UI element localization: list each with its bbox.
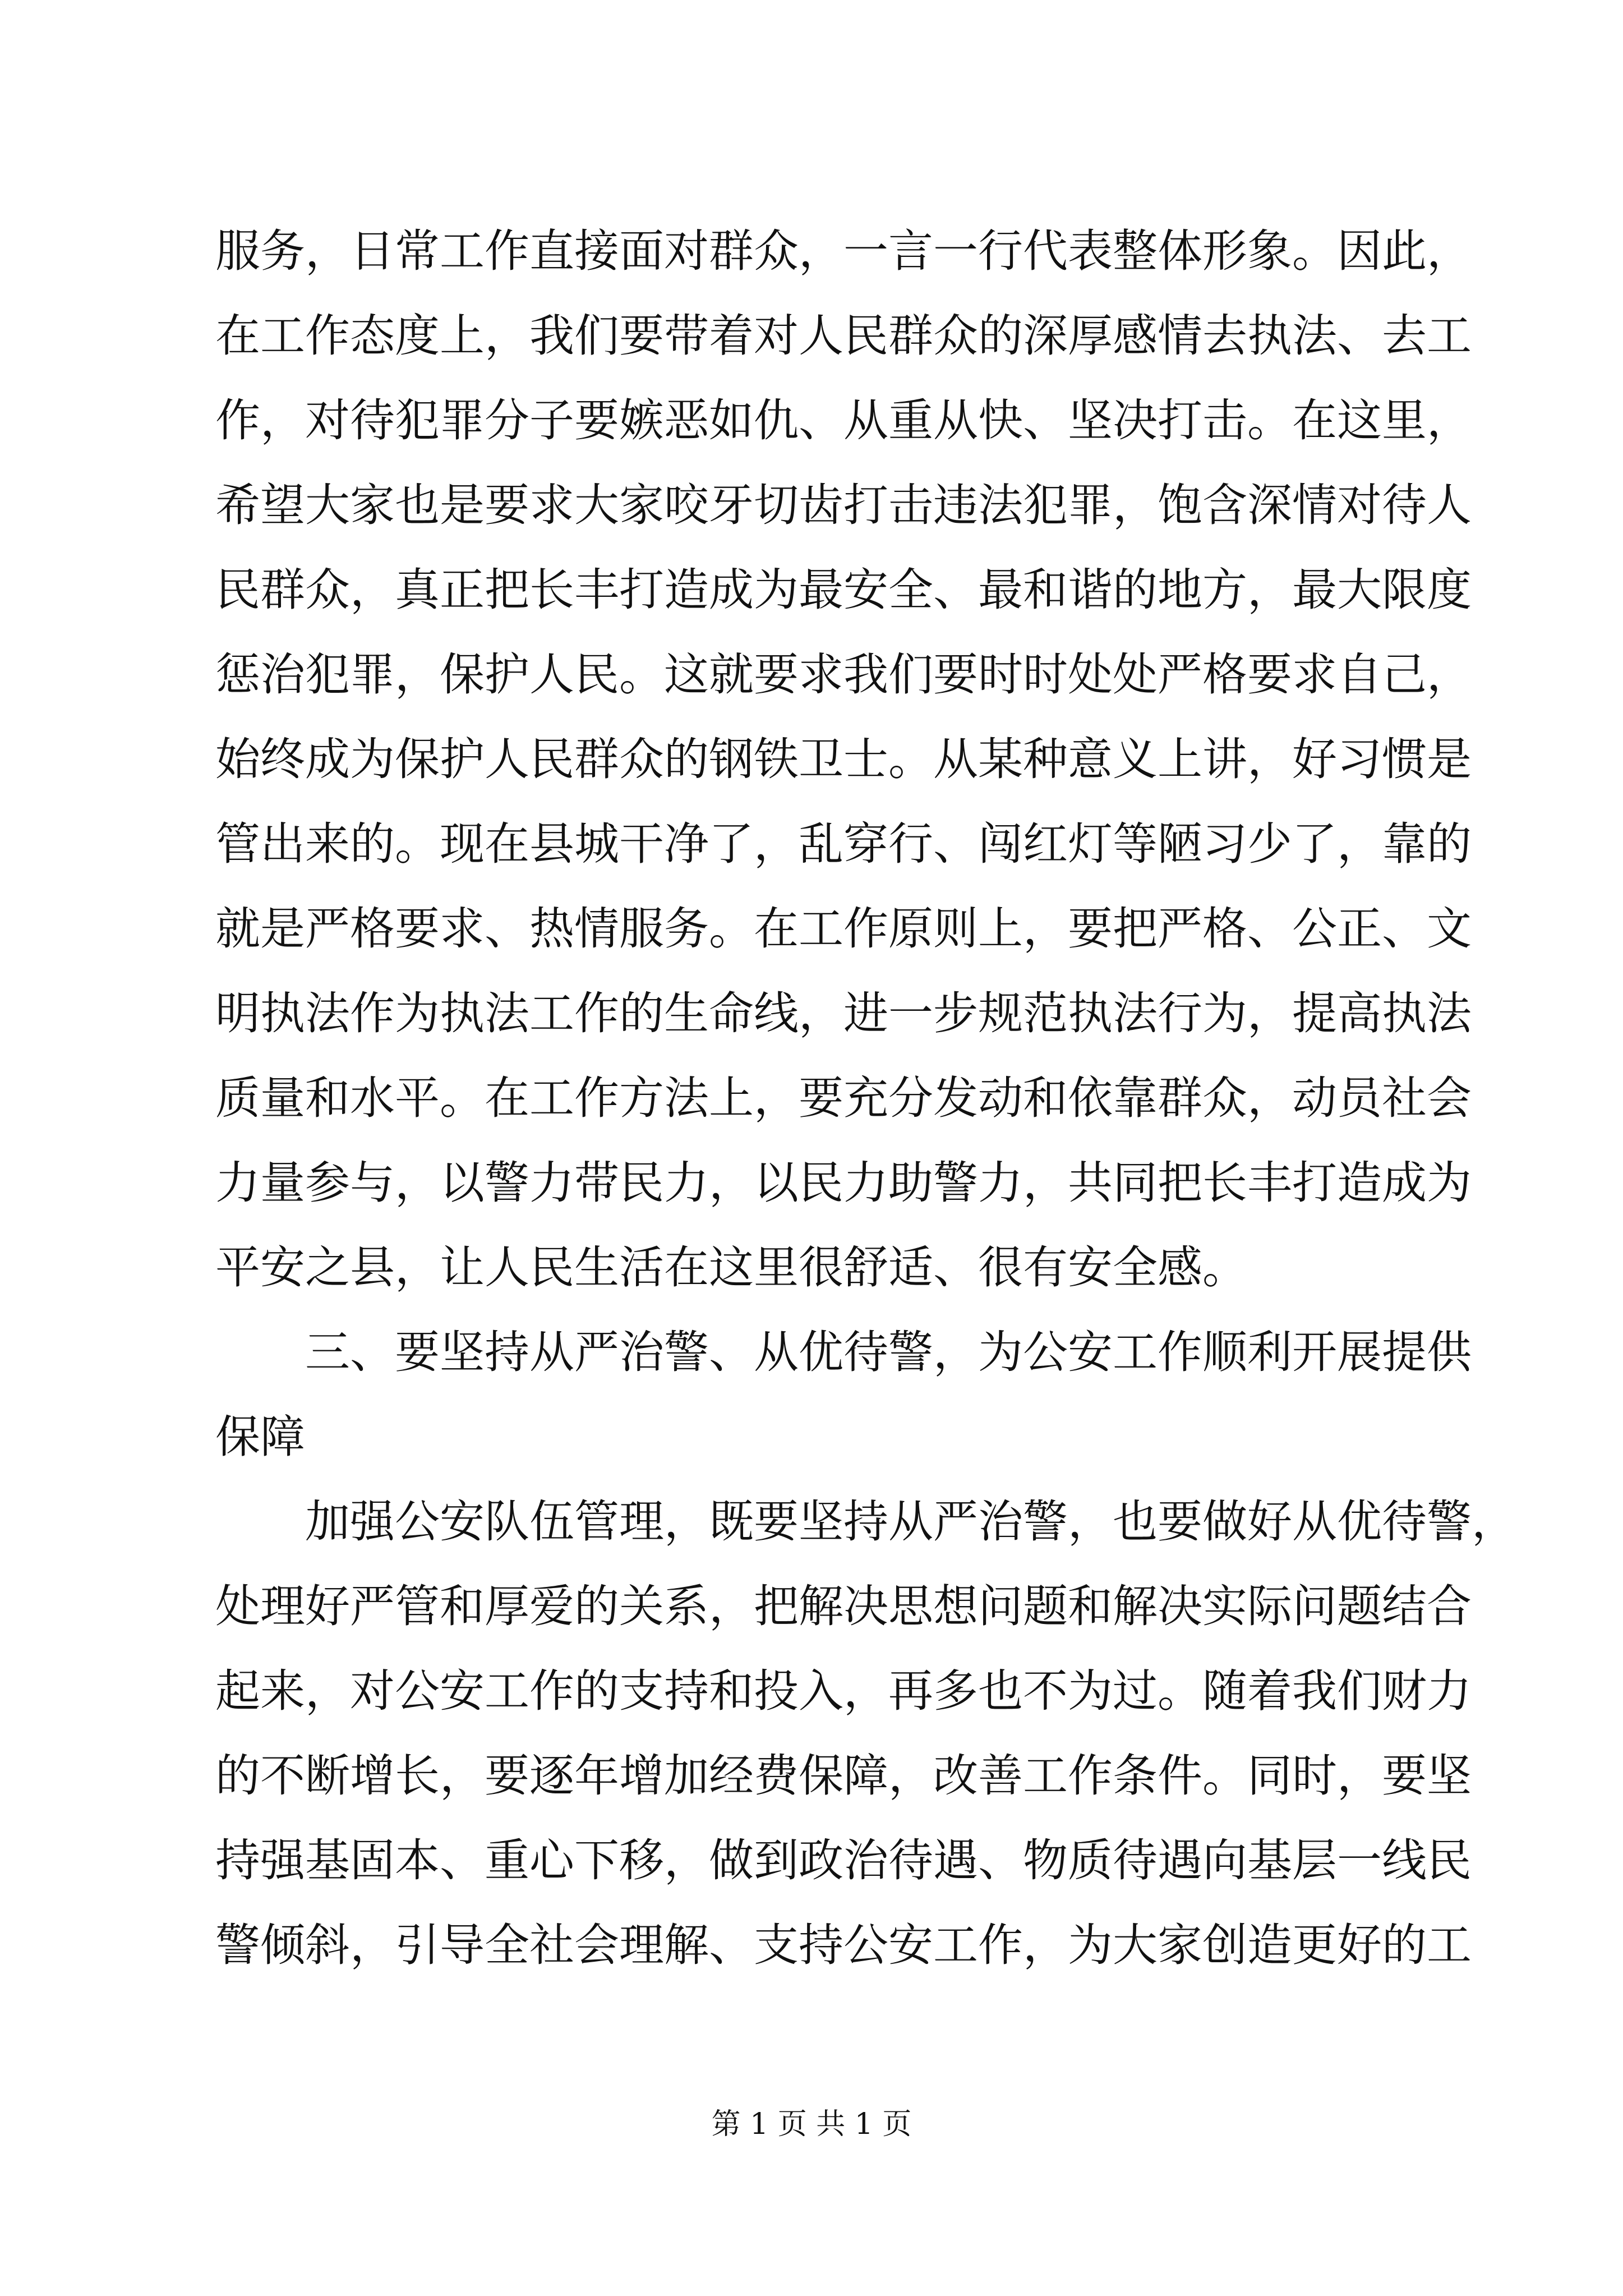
document-body: [215, 209, 1516, 1987]
paragraph-line: 持强基固本、重心下移，做到政治待遇、物质待遇向基层一线民: [215, 1834, 1472, 1887]
paragraph-line: 警倾斜，引导全社会理解、支持公安工作，为大家创造更好的工: [215, 1919, 1472, 1971]
paragraph-line: 加强公安队伍管理，既要坚持从严治警，也要做好从优待警，: [305, 1496, 1516, 1548]
paragraph-line: 在工作态度上，我们要带着对人民群众的深厚感情去执法、去工: [215, 310, 1472, 362]
paragraph-line: 起来，对公安工作的支持和投入，再多也不为过。随着我们财力: [215, 1665, 1472, 1717]
paragraph-line: 就是严格要求、热情服务。在工作原则上，要把严格、公正、文: [215, 903, 1472, 955]
paragraph-line: 惩治犯罪，保护人民。这就要求我们要时时处处严格要求自己，: [215, 648, 1472, 701]
paragraph-line: 质量和水平。在工作方法上，要充分发动和依靠群众，动员社会: [215, 1072, 1472, 1124]
paragraph-line: 服务，日常工作直接面对群众，一言一行代表整体形象。因此，: [215, 225, 1472, 277]
paragraph-line: 希望大家也是要求大家咬牙切齿打击违法犯罪，饱含深情对待人: [215, 479, 1472, 531]
paragraph-line: 力量参与，以警力带民力，以民力助警力，共同把长丰打造成为: [215, 1157, 1472, 1209]
section-heading-continued: 保障: [215, 1411, 305, 1463]
paragraph-line: 平安之县，让人民生活在这里很舒适、很有安全感。: [215, 1241, 1247, 1294]
paragraph-line: 管出来的。现在县城干净了，乱穿行、闯红灯等陋习少了，靠的: [215, 818, 1472, 870]
paragraph-line: 的不断增长，要逐年增加经费保障，改善工作条件。同时，要坚: [215, 1750, 1472, 1802]
section-heading: 三、要坚持从严治警、从优待警，为公安工作顺利开展提供: [305, 1326, 1472, 1378]
page-number-footer: 第 1 页 共 1 页: [711, 2108, 912, 2141]
paragraph-line: 始终成为保护人民群众的钢铁卫士。从某种意义上讲，好习惯是: [215, 733, 1472, 785]
paragraph-line: 处理好严管和厚爱的关系，把解决思想问题和解决实际问题结合: [215, 1580, 1472, 1632]
paragraph-line: 作，对待犯罪分子要嫉恶如仇、从重从快、坚决打击。在这里，: [215, 394, 1472, 447]
paragraph-line: 民群众，真正把长丰打造成为最安全、最和谐的地方，最大限度: [215, 564, 1472, 616]
paragraph-line: 明执法作为执法工作的生命线，进一步规范执法行为，提高执法: [215, 987, 1472, 1039]
